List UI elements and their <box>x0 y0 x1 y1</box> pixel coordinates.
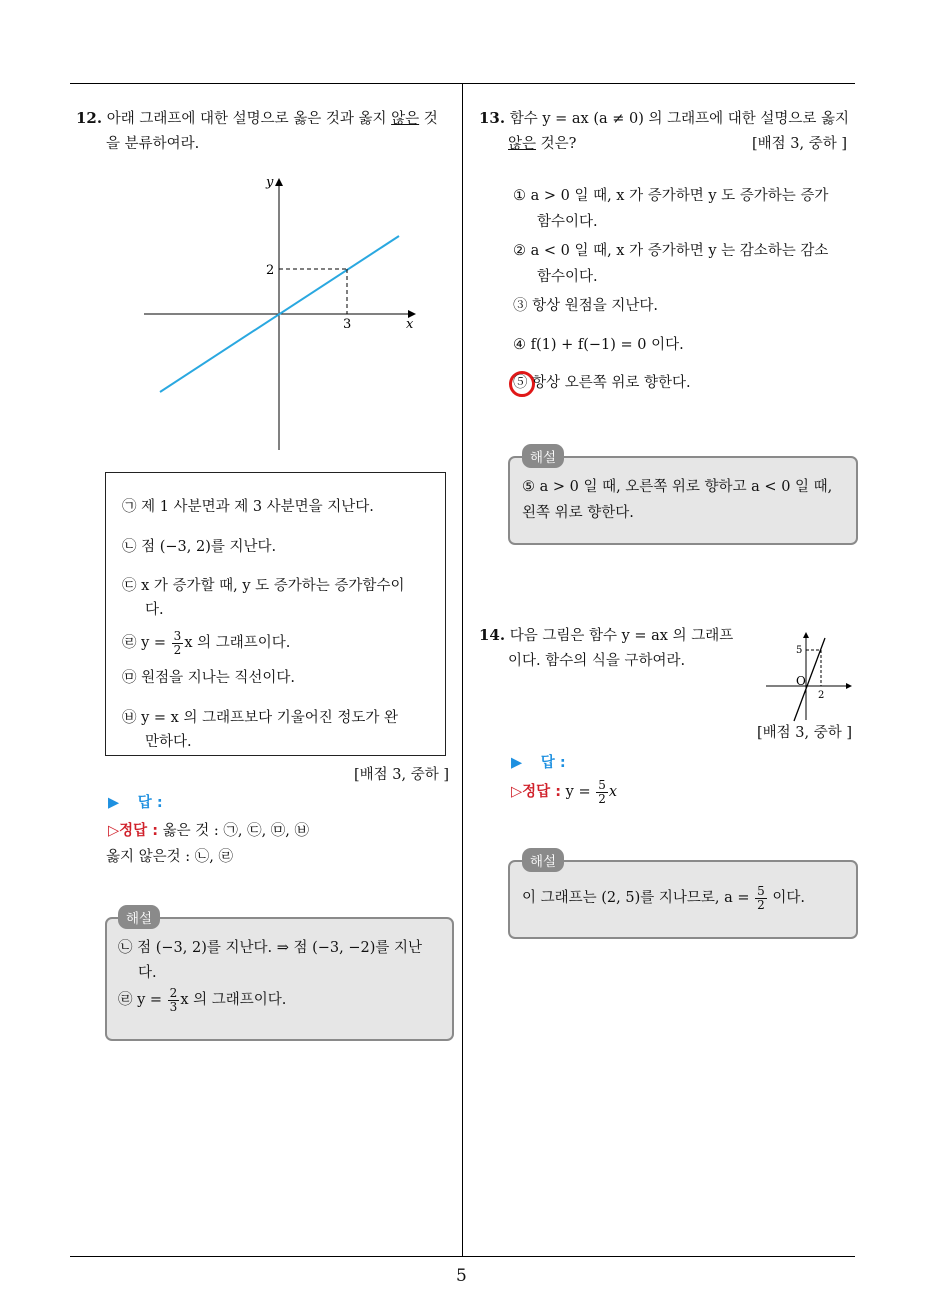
q12-choice-5 <box>122 668 295 688</box>
q12-choice-5-mark: ㉤ <box>122 670 137 686</box>
q12-answer-row <box>108 793 163 813</box>
q13-option-5[interactable] <box>513 373 691 393</box>
q13-option-4-mark: ④ <box>513 337 526 353</box>
q12-choice-4-den: 2 <box>173 642 182 657</box>
q12-explain-num: 2 <box>169 985 178 1000</box>
answer-arrow-icon: ▶ <box>511 755 523 771</box>
q13-stem-underline: 않은 <box>508 136 537 152</box>
q12-correct-line1: 옳은 것 : ㉠, ㉢, ㉤, ㉥ <box>162 823 310 839</box>
q13-option-5-text: 항상 오른쪽 위로 향한다. <box>532 375 691 391</box>
q12-explanation-tag: 해설 <box>118 905 160 929</box>
q14-score: [배점 3, 중하 ] <box>757 725 853 741</box>
q13-option-3-mark: ③ <box>513 298 528 314</box>
q12-y-arrow <box>275 178 283 186</box>
q13-option-3-text: 항상 원점을 지난다. <box>532 298 658 314</box>
q12-stem-underline: 않은 <box>391 111 420 127</box>
q13-option-3[interactable] <box>513 296 658 316</box>
q14-answer-label: 답 : <box>540 755 566 771</box>
q14-y-tick: 5 <box>796 645 803 656</box>
q12-y-tick: 2 <box>266 263 275 278</box>
q12-choice-6-mark: ㉥ <box>122 710 137 726</box>
bottom-rule <box>70 1256 855 1257</box>
q12-y-label: y <box>266 175 274 190</box>
answer-arrow-icon: ▶ <box>108 795 120 811</box>
q14-correct-row <box>511 776 617 808</box>
q13-option-2-cont: 함수이다. <box>537 269 598 285</box>
q12-choice-4-post: x 의 그래프이다. <box>184 635 291 651</box>
q12-explain-line3-pre: ㉣ y = <box>118 992 167 1008</box>
q14-explain-num: 5 <box>757 883 765 898</box>
q12-stem-part-a: 아래 그래프에 대한 설명으로 옳은 것과 옳지 <box>106 111 392 127</box>
page-number: 5 <box>456 1266 467 1286</box>
q14-stem-line2: 이다. 함수의 식을 구하여라. <box>508 653 686 669</box>
q12-explain-line3 <box>118 985 286 1015</box>
q14-correct-label: 정답 : <box>522 784 562 800</box>
q14-explanation-tag: 해설 <box>522 848 564 872</box>
q12-number: 12. <box>76 109 103 127</box>
q13-number: 13. <box>479 109 506 127</box>
q12-explain-line3-post: x 의 그래프이다. <box>180 992 287 1008</box>
q12-choice-3 <box>122 576 404 596</box>
q12-choice-4-fraction <box>172 630 184 657</box>
q12-stem-line2: 을 분류하여라. <box>106 136 200 152</box>
q12-choice-2-mark: ㉡ <box>122 539 137 555</box>
q12-choice-3-cont: 다. <box>145 602 164 618</box>
q12-choice-4-pre: y = <box>141 635 171 651</box>
q12-choice-5-text: 원점을 지나는 직선이다. <box>141 670 296 686</box>
q12-choice-3-mark: ㉢ <box>122 578 137 594</box>
q12-choice-4-mark: ㉣ <box>122 635 137 651</box>
q12-explain-line1: ㉡ 점 (−3, 2)를 지난다. ⇒ 점 (−3, −2)를 지난 <box>118 940 422 956</box>
q13-explain-line2: 왼쪽 위로 향한다. <box>522 505 634 521</box>
q12-choice-3-line1: x 가 증가할 때, y 도 증가하는 증가함수이 <box>141 578 405 594</box>
q12-graph <box>140 170 430 455</box>
q12-correct-row <box>108 821 309 841</box>
q12-score: [배점 3, 중하 ] <box>354 767 450 783</box>
q12-choice-6 <box>122 708 398 728</box>
q12-choice-6-cont: 만하다. <box>145 734 192 750</box>
q12-answer-label: 답 : <box>137 795 163 811</box>
q12-choice-6-line1: y = x 의 그래프보다 기울어진 정도가 완 <box>141 710 398 726</box>
q14-explain-pre: 이 그래프는 (2, 5)를 지나므로, a = <box>522 890 755 906</box>
q12-correct-line2: 옳지 않은것 : ㉡, ㉣ <box>106 849 233 865</box>
q13-stem-line2 <box>508 134 576 154</box>
q12-choice-1-mark: ㉠ <box>122 499 137 515</box>
q12-choice-2 <box>122 537 276 557</box>
q12-explain-den: 3 <box>169 999 178 1014</box>
q13-stem-line1 <box>479 108 849 129</box>
q12-stem-part-b: 것 <box>419 111 438 127</box>
q13-explanation-tag: 해설 <box>522 444 564 468</box>
q13-score: [배점 3, 중하 ] <box>752 136 848 152</box>
q14-origin-label: O <box>796 674 806 688</box>
q14-graph <box>762 628 857 723</box>
q13-option-1-line1: a > 0 일 때, x 가 증가하면 y 도 증가하는 증가 <box>530 188 829 204</box>
q14-explain-den: 2 <box>757 897 765 912</box>
q14-number: 14. <box>479 626 506 644</box>
q13-option-5-mark: ⑤ <box>513 375 528 391</box>
q12-explanation-box <box>105 917 454 1041</box>
q13-option-2-mark: ② <box>513 243 526 259</box>
q14-correct-fraction <box>596 779 608 806</box>
q13-explain-line1: ⑤ a > 0 일 때, 오른쪽 위로 향하고 a < 0 일 때, <box>522 479 833 495</box>
correct-arrow-icon: ▷ <box>108 823 120 839</box>
q14-correct-num: 5 <box>598 777 606 792</box>
column-divider <box>462 83 463 1256</box>
q12-x-tick: 3 <box>343 317 352 332</box>
q12-explain-line2: 다. <box>138 965 157 981</box>
q13-option-2[interactable] <box>513 241 828 261</box>
q14-explain-line <box>522 882 805 914</box>
correct-arrow-icon: ▷ <box>511 784 523 800</box>
q13-option-4[interactable] <box>513 335 684 355</box>
q14-stem-text: 다음 그림은 함수 y = ax 의 그래프 <box>509 628 734 644</box>
q14-explain-fraction <box>755 885 767 912</box>
q13-option-2-line1: a < 0 일 때, x 가 증가하면 y 는 감소하는 감소 <box>530 243 829 259</box>
q13-option-4-text: f(1) + f(−1) = 0 이다. <box>530 337 684 353</box>
q13-explanation-box <box>508 456 858 545</box>
q14-y-arrow <box>803 632 809 638</box>
q13-option-1[interactable] <box>513 186 828 206</box>
q13-stem-tail: 것은? <box>536 136 577 152</box>
q14-x-arrow <box>846 683 852 689</box>
q14-answer-row <box>511 753 566 773</box>
q12-stem-line1 <box>76 108 438 129</box>
q14-x-tick: 2 <box>818 690 825 701</box>
q12-x-label: x <box>406 317 414 332</box>
q14-stem-line1 <box>479 625 733 646</box>
q12-choice-2-text: 점 (−3, 2)를 지난다. <box>141 539 277 555</box>
q12-choice-4-num: 3 <box>173 628 182 643</box>
q12-choice-1 <box>122 497 374 517</box>
q14-explain-post: 이다. <box>767 890 805 906</box>
q12-choice-1-text: 제 1 사분면과 제 3 사분면을 지난다. <box>141 499 374 515</box>
q13-stem-text: 함수 y = ax (a ≠ 0) 의 그래프에 대한 설명으로 옳지 <box>509 111 850 127</box>
q13-option-1-cont: 함수이다. <box>537 214 598 230</box>
q14-correct-den: 2 <box>598 791 606 806</box>
q14-correct-post: x <box>608 784 618 800</box>
q14-correct-pre: y = <box>565 784 596 800</box>
q12-choice-4 <box>122 628 290 658</box>
q12-explain-fraction <box>168 987 180 1014</box>
q12-correct-label: 정답 : <box>119 823 159 839</box>
q13-option-1-mark: ① <box>513 188 526 204</box>
